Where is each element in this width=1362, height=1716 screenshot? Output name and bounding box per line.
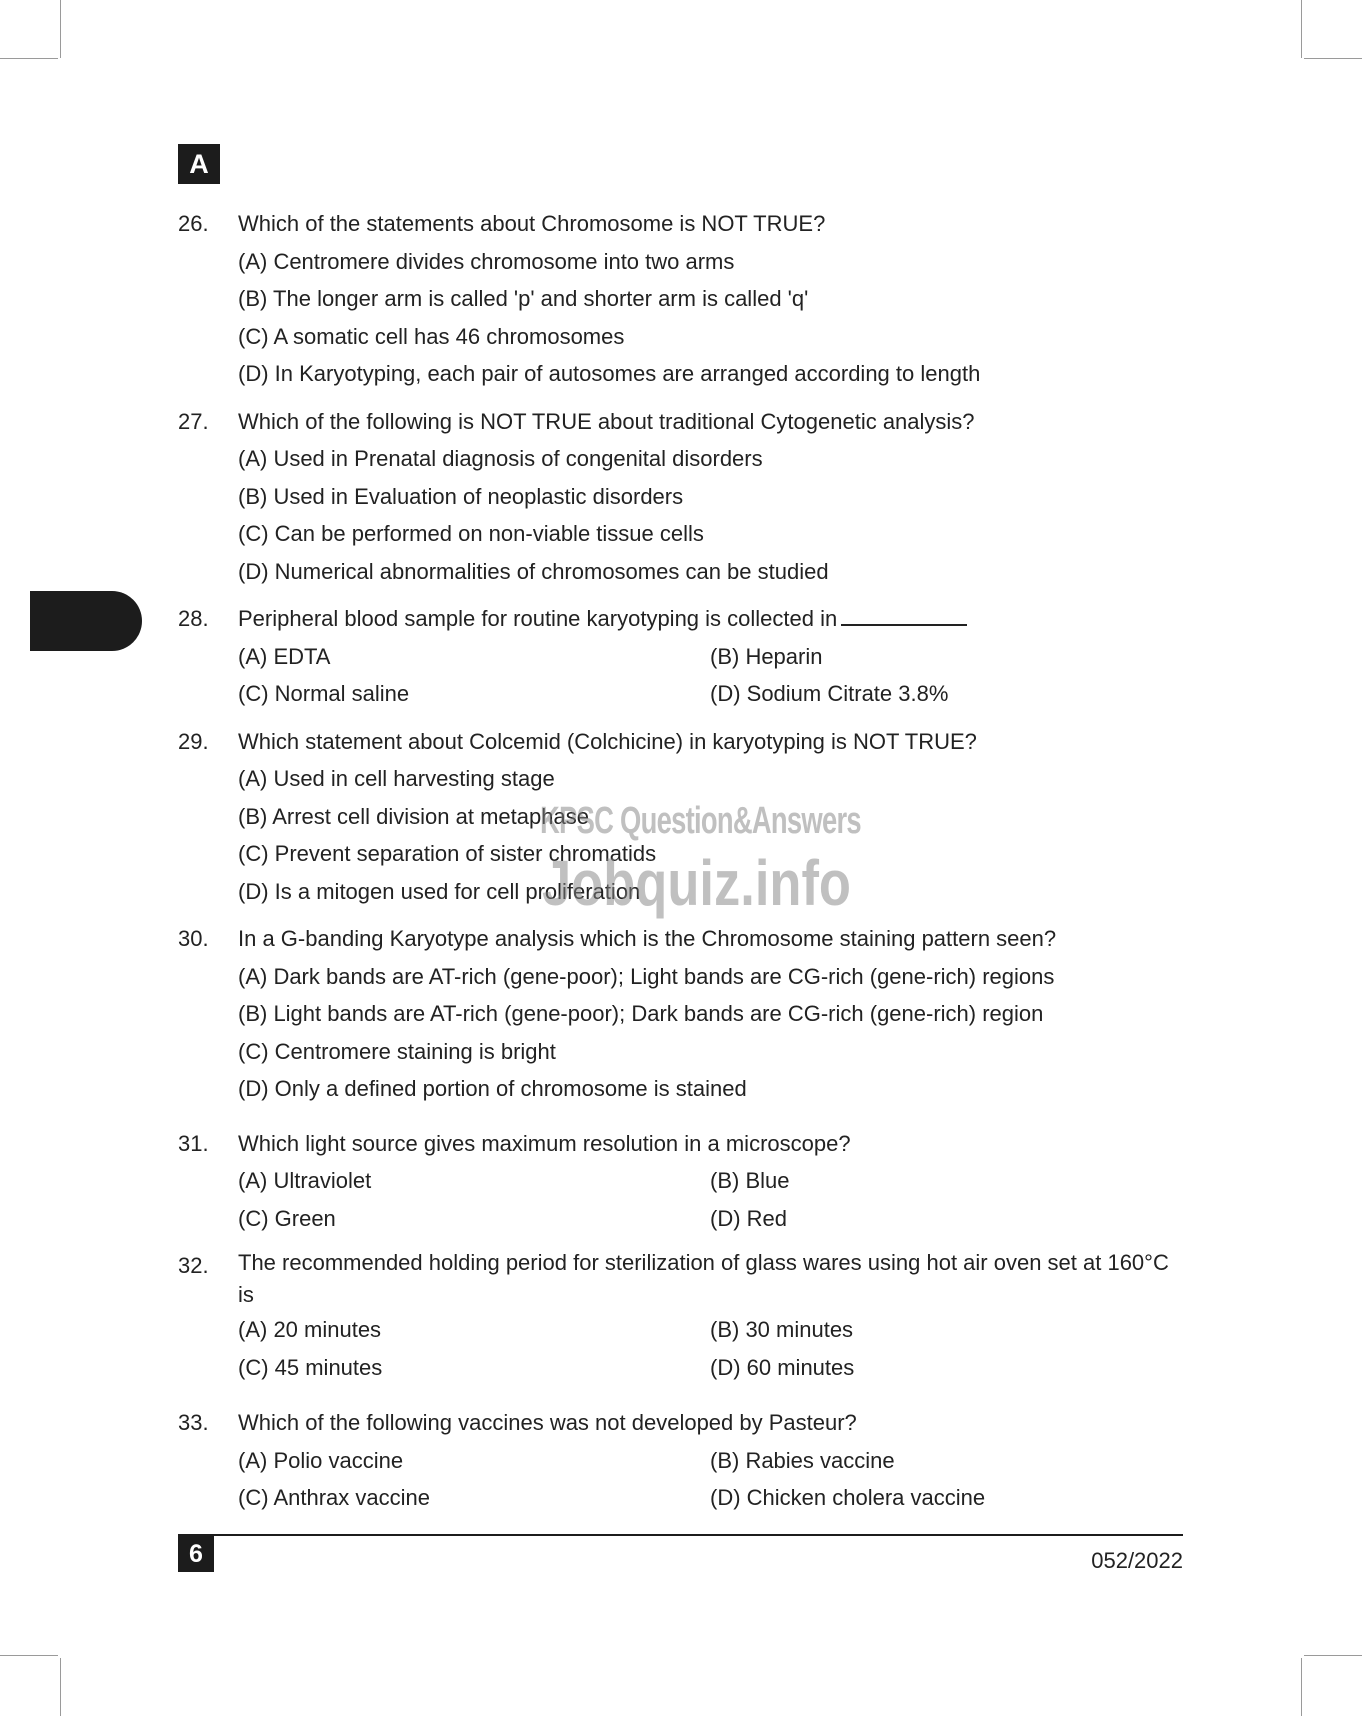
question-text: Which statement about Colcemid (Colchicine) in karyotyping is NOT TRUE?: [238, 728, 977, 754]
question-26: [178, 205, 1183, 393]
question-text: Which light source gives maximum resolution in a microscope?: [238, 1130, 851, 1156]
option-b: (B) Used in Evaluation of neoplastic disorders: [238, 483, 684, 509]
option-c: (C) 45 minutes: [238, 1354, 383, 1380]
side-tab: [30, 591, 142, 651]
watermark-line-1: KPSC Question&Answers: [540, 800, 861, 842]
question-number: 30.: [178, 926, 209, 951]
question-28: [178, 600, 1183, 713]
question-text: Which of the following is NOT TRUE about traditional Cytogenetic analysis?: [238, 408, 975, 434]
question-number: 31.: [178, 1130, 209, 1156]
question-text: Which of the following vaccines was not developed by Pasteur?: [238, 1410, 857, 1435]
series-badge: A: [178, 144, 220, 184]
option-d: (D) Numerical abnormalities of chromosomes can be studied: [238, 558, 829, 584]
question-text: The recommended holding period for sterilization of glass wares using hot air oven set at 160°C is: [238, 1250, 1169, 1307]
option-a: (A) EDTA: [238, 643, 331, 669]
question-text: Which of the statements about Chromosome is NOT TRUE?: [238, 211, 826, 236]
answer-blank: [841, 606, 967, 626]
option-d: (D) Is a mitogen used for cell proliferation: [238, 878, 641, 904]
crop-mark: [0, 1655, 58, 1656]
crop-mark: [1304, 58, 1362, 59]
options-grid: [238, 1442, 1183, 1517]
option-a: (A) Centromere divides chromosome into two arms: [238, 248, 735, 274]
watermark-line-2: Jobquiz.info: [542, 847, 851, 919]
options-grid: [238, 638, 1183, 713]
crop-mark: [60, 1658, 61, 1716]
page-number: 6: [178, 1536, 214, 1572]
crop-mark: [0, 58, 58, 59]
question-number: 29.: [178, 728, 209, 754]
question-list: [178, 205, 1183, 1517]
option-c: (C) Normal saline: [238, 681, 410, 706]
option-c: (C) Green: [238, 1205, 336, 1231]
option-c: (C) Prevent separation of sister chromatids: [238, 841, 657, 866]
footer-rule: [178, 1534, 1183, 1536]
option-b: (B) Light bands are AT-rich (gene-poor); Dark bands are CG-rich (gene-rich) region: [238, 1001, 1044, 1026]
question-27: [178, 403, 1183, 591]
paper-code: 052/2022: [1091, 1548, 1183, 1573]
option-d: (D) In Karyotyping, each pair of autosomes are arranged according to length: [238, 361, 981, 386]
option-b: (B) Heparin: [710, 643, 823, 669]
option-a: (A) Used in Prenatal diagnosis of congenital disorders: [238, 446, 763, 471]
options-grid: [238, 1162, 1183, 1237]
question-29: [178, 723, 1183, 911]
question-text: In a G-banding Karyotype analysis which is the Chromosome staining pattern seen?: [238, 926, 1057, 951]
option-d: (D) Sodium Citrate 3.8%: [710, 681, 949, 706]
option-d: (D) Only a defined portion of chromosome is stained: [238, 1076, 747, 1101]
question-text: Peripheral blood sample for routine karyotyping is collected in: [238, 606, 838, 631]
option-d: (D) Red: [710, 1205, 788, 1231]
crop-mark: [1301, 0, 1302, 58]
option-b: (B) The longer arm is called 'p' and shorter arm is called 'q': [238, 286, 809, 311]
option-a: (A) Dark bands are AT-rich (gene-poor); Light bands are CG-rich (gene-rich) regions: [238, 963, 1055, 989]
option-a: (A) Polio vaccine: [238, 1447, 404, 1473]
question-number: 32.: [178, 1253, 209, 1278]
crop-mark: [1301, 1658, 1302, 1716]
option-b: (B) 30 minutes: [710, 1317, 854, 1342]
option-a: (A) Ultraviolet: [238, 1168, 372, 1193]
crop-mark: [60, 0, 61, 58]
question-30: [178, 920, 1183, 1108]
option-d: (D) 60 minutes: [710, 1354, 855, 1380]
option-b: (B) Blue: [710, 1168, 790, 1193]
option-c: (C) Centromere staining is bright: [238, 1038, 556, 1064]
question-number: 26.: [178, 211, 209, 236]
question-text-wrap: [238, 600, 1183, 638]
question-31: [178, 1125, 1183, 1238]
question-33: [178, 1404, 1183, 1517]
option-c: (C) Can be performed on non-viable tissue cells: [238, 521, 704, 546]
crop-mark: [1304, 1655, 1362, 1656]
question-number: 28.: [178, 606, 209, 631]
option-b: (B) Arrest cell division at metaphase: [238, 803, 589, 829]
question-number: 27.: [178, 408, 209, 434]
option-c: (C) Anthrax vaccine: [238, 1485, 430, 1510]
options-grid: [238, 1311, 1183, 1386]
question-32: [178, 1247, 1183, 1386]
option-b: (B) Rabies vaccine: [710, 1447, 895, 1473]
question-number: 33.: [178, 1410, 209, 1435]
option-a: (A) 20 minutes: [238, 1317, 382, 1342]
option-a: (A) Used in cell harvesting stage: [238, 766, 555, 791]
option-c: (C) A somatic cell has 46 chromosomes: [238, 323, 625, 349]
option-d: (D) Chicken cholera vaccine: [710, 1485, 986, 1510]
